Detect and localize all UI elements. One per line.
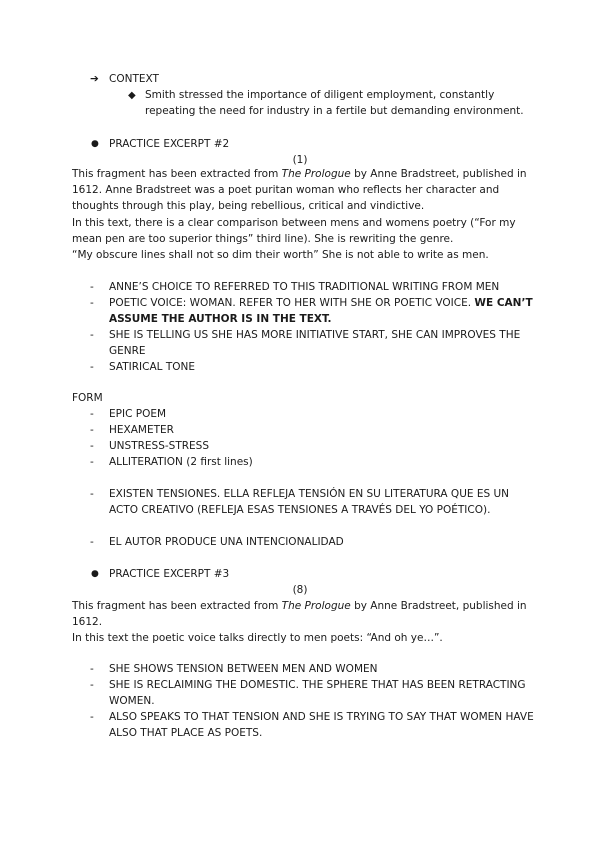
dash-marker: -: [90, 663, 94, 675]
intro-text-before: This fragment has been extracted from: [72, 600, 282, 612]
diamond-icon: ◆: [128, 90, 136, 101]
list-item: SHE SHOWS TENSION BETWEEN MEN AND WOMEN: [109, 663, 378, 675]
intro-text-after: by Anne Bradstreet, published in 1612.: [72, 600, 527, 628]
list-item: EPIC POEM: [109, 408, 167, 420]
bullet-dot-icon: ●: [91, 569, 99, 579]
arrow-icon: ➔: [90, 73, 99, 85]
form-heading: FORM: [72, 392, 103, 404]
intro-text-after: by Anne Bradstreet, published in 1612. Anne Bradstreet was a poet puritan woman who reflects her character and thoughts through this play, being rebellious, critical and vindictive.: [72, 168, 527, 212]
excerpt2-quote: “My obscure lines shall not so dim their worth” She is not able to write as men.: [72, 249, 489, 261]
dash-marker: -: [90, 329, 94, 341]
excerpt3-heading: PRACTICE EXCERPT #3: [109, 568, 230, 580]
excerpt2-number: (1): [292, 154, 308, 166]
excerpt3-voice: In this text the poetic voice talks directly to men poets: “And oh ye…”.: [72, 632, 443, 644]
list-item: ALSO SPEAKS TO THAT TENSION AND SHE IS TRYING TO SAY THAT WOMEN HAVE ALSO THAT PLACE AS POETS.: [109, 711, 534, 739]
dash-marker: -: [90, 536, 94, 548]
dash-marker: -: [90, 711, 94, 723]
excerpt3-intro: [72, 598, 532, 630]
list-item: HEXAMETER: [109, 424, 174, 436]
list-item: SHE IS RECLAIMING THE DOMESTIC. THE SPHERE THAT HAS BEEN RETRACTING WOMEN.: [109, 679, 526, 707]
excerpt2-intro: [72, 166, 532, 214]
dash-marker: -: [90, 488, 94, 500]
list-item: SATIRICAL TONE: [109, 361, 195, 373]
list-item: ALLITERATION (2 first lines): [109, 456, 253, 468]
excerpt2-comparison: In this text, there is a clear comparison between mens and womens poetry (“For my mean pen are too superior things” third line). She is rewriting the genre.: [72, 217, 516, 245]
list-item: [109, 295, 534, 327]
work-title: The Prologue: [281, 168, 351, 180]
dash-marker: -: [90, 408, 94, 420]
list-item: SHE IS TELLING US SHE HAS MORE INITIATIVE START, SHE CAN IMPROVES THE GENRE: [109, 329, 521, 357]
dash-marker: -: [90, 456, 94, 468]
list-item: EL AUTOR PRODUCE UNA INTENCIONALIDAD: [109, 536, 344, 548]
dash-marker: -: [90, 679, 94, 691]
point-text: POETIC VOICE: WOMAN. REFER TO HER WITH SHE OR POETIC VOICE.: [109, 297, 475, 309]
list-item: ANNE’S CHOICE TO REFERRED TO THIS TRADITIONAL WRITING FROM MEN: [109, 281, 500, 293]
bullet-dot-icon: ●: [91, 139, 99, 149]
list-item: UNSTRESS-STRESS: [109, 440, 210, 452]
excerpt3-number: (8): [292, 584, 308, 596]
context-detail: Smith stressed the importance of diligent employment, constantly repeating the need for industry in a fertile but demanding environment.: [145, 89, 524, 117]
intro-text-before: This fragment has been extracted from: [72, 168, 282, 180]
point-emphasis: WE CAN’T ASSUME THE AUTHOR IS IN THE TEXT.: [109, 297, 533, 325]
dash-marker: -: [90, 424, 94, 436]
dash-marker: -: [90, 440, 94, 452]
work-title: The Prologue: [281, 600, 351, 612]
context-label: CONTEXT: [109, 73, 159, 85]
list-item: EXISTEN TENSIONES. ELLA REFLEJA TENSIÓN EN SU LITERATURA QUE ES UN ACTO CREATIVO (REFLEJA ESAS TENSIONES A TRAVÉS DEL YO POÉTICO).: [109, 488, 510, 516]
excerpt2-heading: PRACTICE EXCERPT #2: [109, 138, 230, 150]
dash-marker: -: [90, 361, 94, 373]
dash-marker: -: [90, 281, 94, 293]
dash-marker: -: [90, 297, 94, 309]
